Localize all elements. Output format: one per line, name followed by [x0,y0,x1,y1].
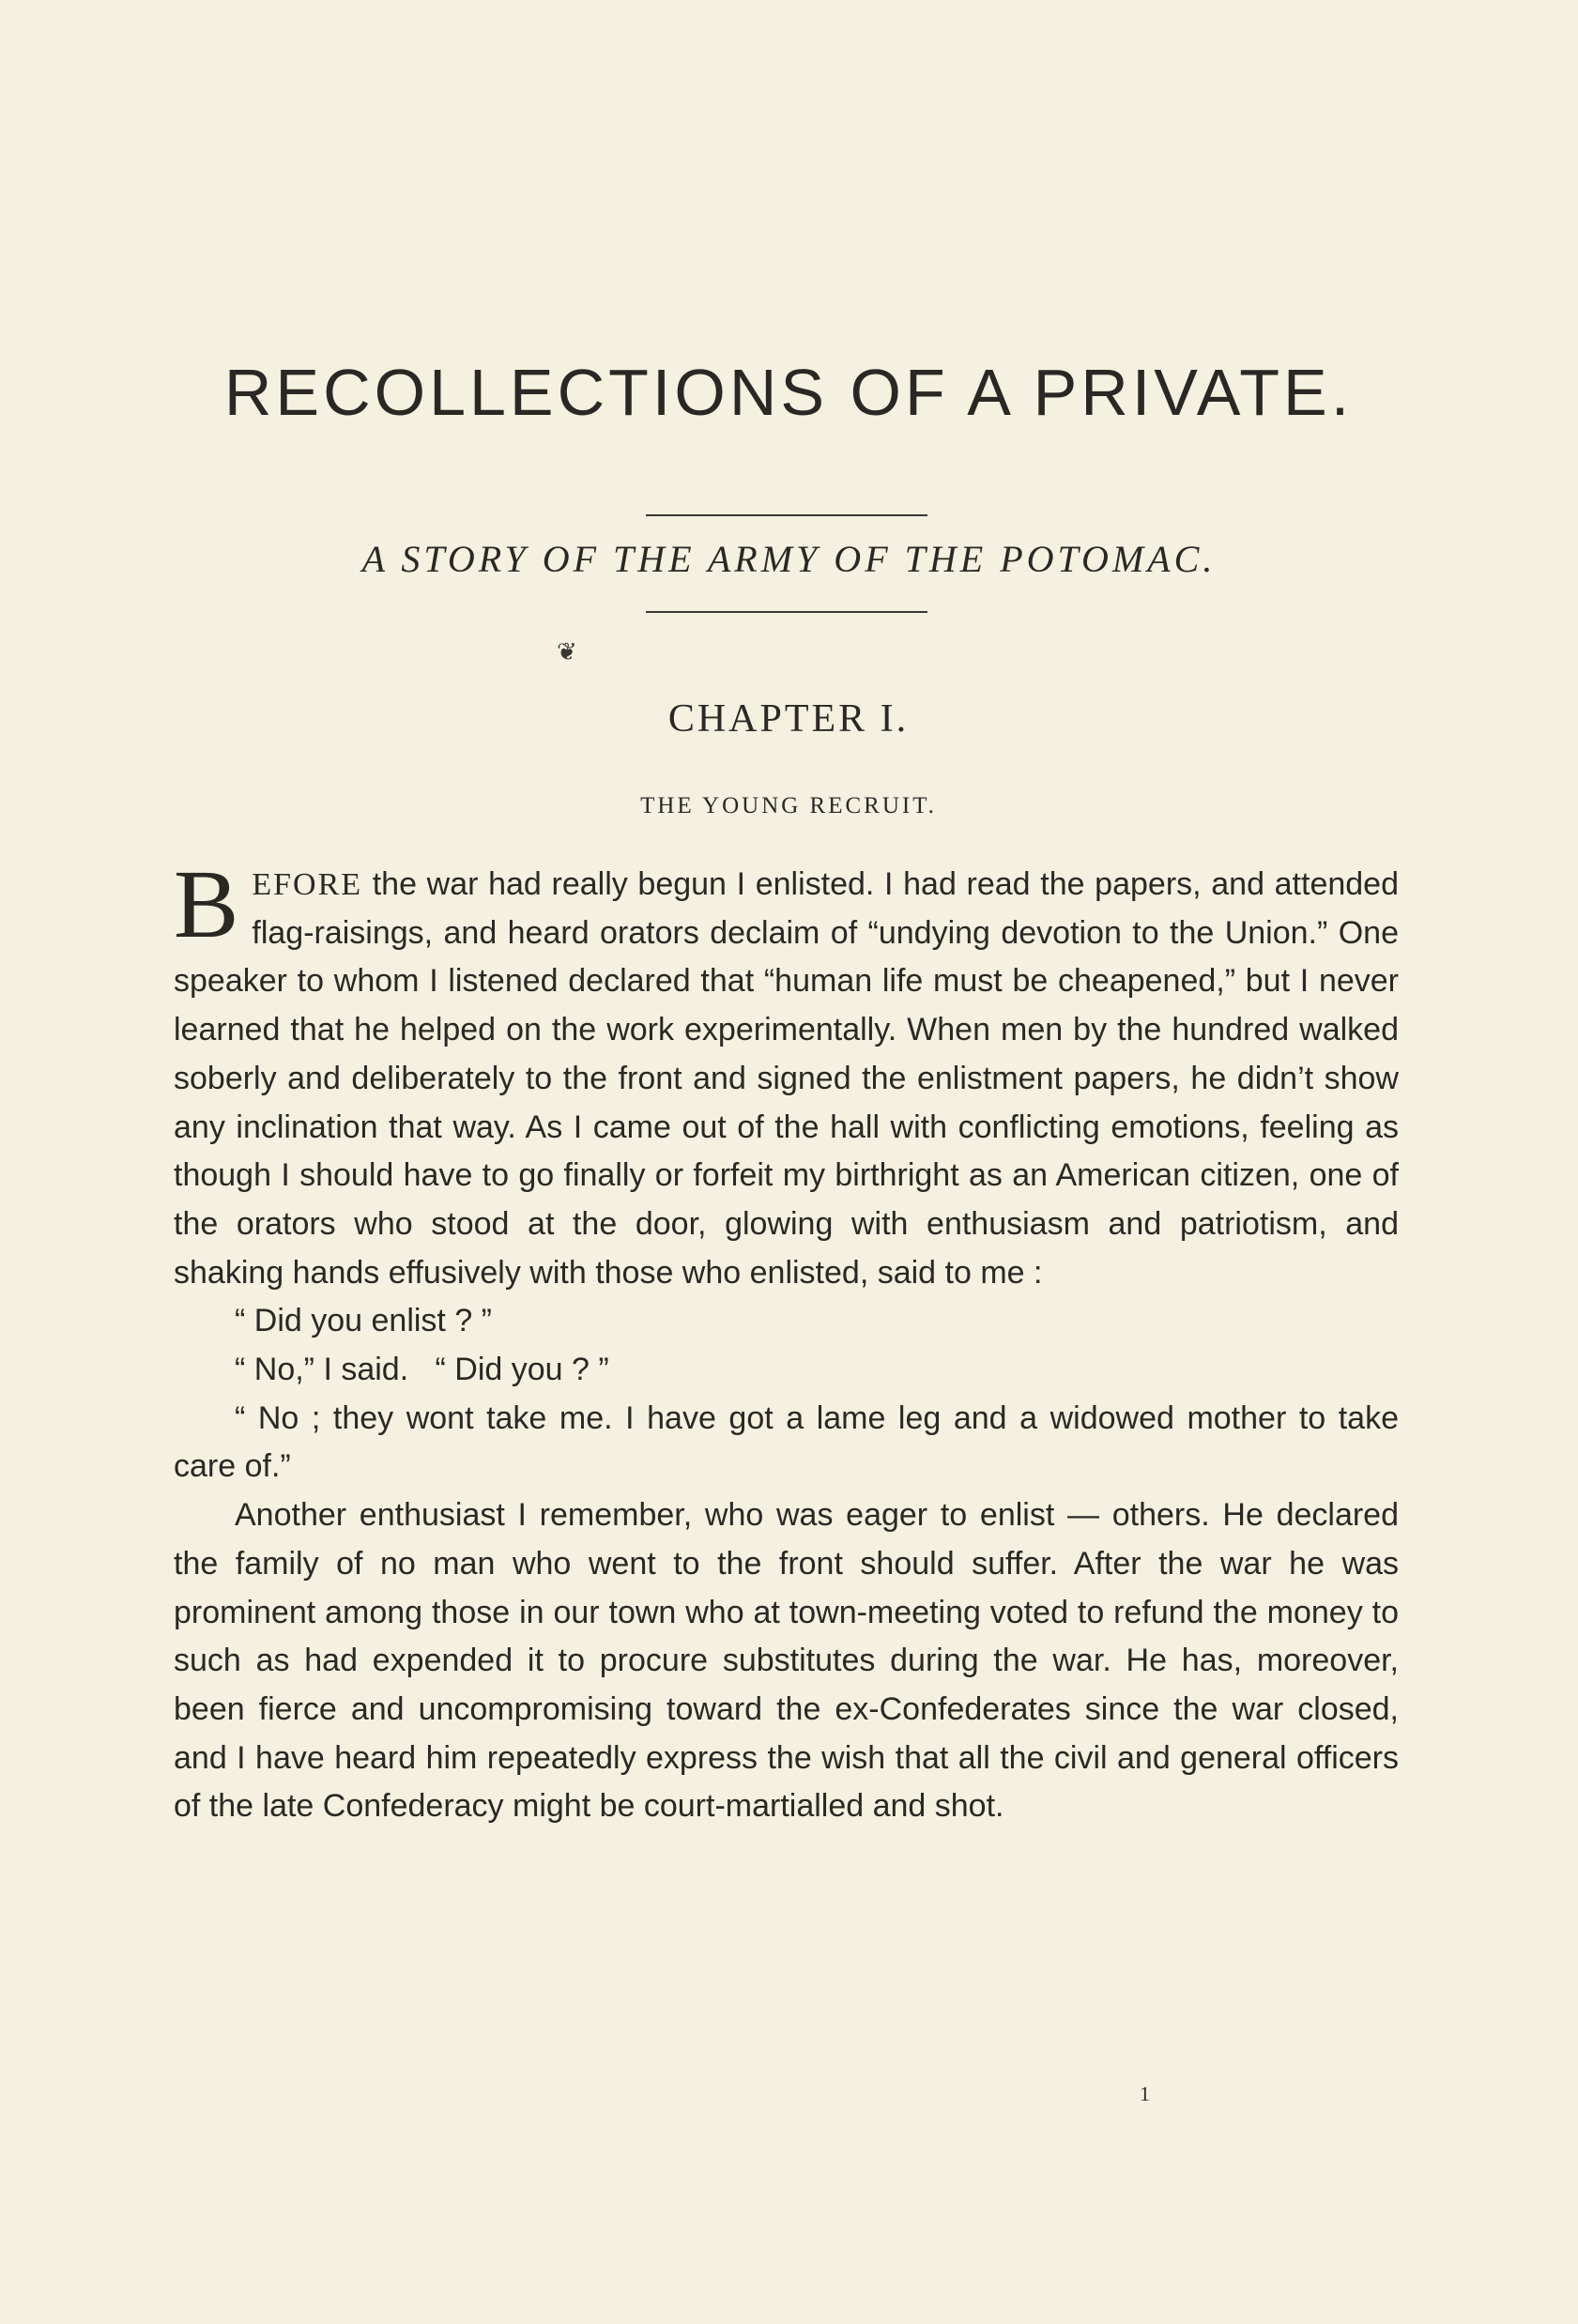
drop-cap: B [174,850,239,958]
dialogue-line-3: “ No ; they wont take me. I have got a lame leg and a widowed mother to take care of.” [174,1399,1399,1485]
chapter-heading: CHAPTER I. [667,697,910,741]
dialogue-line-2: “ No,” I said. “ Did you ? ” [235,1352,609,1388]
book-title: RECOLLECTIONS OF A PRIVATE. [223,356,1354,429]
fleuron-ornament-icon: ❦ [557,638,577,665]
chapter-body [174,850,1399,1831]
paragraph-1 [174,850,1399,1297]
page-number: 1 [1140,2082,1150,2105]
title-rule-bottom [646,611,927,613]
paragraph-5: Another enthusiast I remember, who was eager to enlist — others. He declared the family of no man who went to the front should suffer. After the war he was prominent among those in our town who at town-meeting voted to refund the money to such as had expended it to procure substitutes during the war. He has, moreover, been fierce and uncompromising toward the ex-Confederates since the war closed, and I have heard him repeatedly express the wish that all the civil and general officers of the late Confederacy might be court-martialled and shot. [174,1497,1399,1825]
title-rule-top [646,514,927,516]
chapter-subheading: THE YOUNG RECRUIT. [640,793,937,818]
paragraph-1-text: the war had really begun I enlisted. I had read the papers, and attended flag-raisings, and heard orators declaim of “undying devotion to the Union.” One speaker to whom I listened declared that “human life must be cheapened,” but I never learned that he helped on the work experimentally. When men by the hundred walked soberly and deliberately to the front and signed the enlistment papers, he didn’t show any inclination that way. As I came out of the hall with conflicting emotions, feeling as though I should have to go finally or forfeit my birthright as an American citizen, one of the orators who stood at the door, glowing with enthusiasm and patriotism, and shaking hands effusively with those who enlisted, said to me : [174,866,1399,1291]
dialogue-line-1: “ Did you enlist ? ” [235,1303,492,1339]
small-caps-lead: EFORE [252,867,363,902]
book-subtitle: A STORY OF THE ARMY OF THE POTOMAC. [361,538,1217,580]
